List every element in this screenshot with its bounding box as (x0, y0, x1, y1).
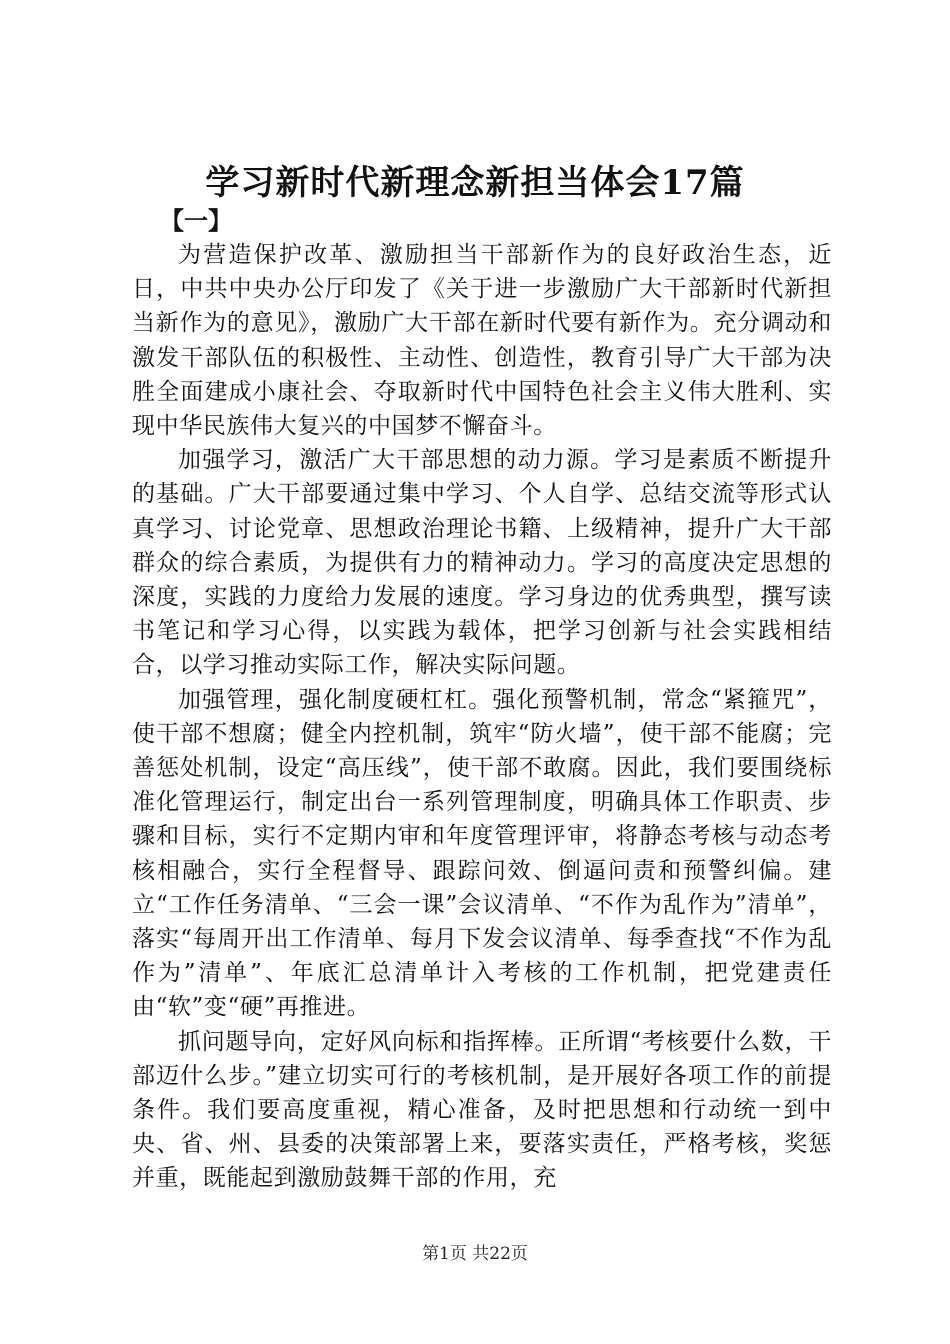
paragraph: 加强学习，激活广大干部思想的动力源。学习是素质不断提升的基础。广大干部要通过集中学习、个人自学、总结交流等形式认真学习、讨论党章、思想政治理论书籍、上级精神，提升广大干部群众的综合素质，为提供有力的精神动力。学习的高度决定思想的深度，实践的力度给力发展的速度。学习身边的优秀典型，撰写读书笔记和学习心得，以实践为载体，把学习创新与社会实践相结合，以学习推动实际工作，解决实际问题。 (132, 447, 832, 679)
document-body (132, 238, 832, 1196)
paragraph: 为营造保护改革、激励担当干部新作为的良好政治生态，近日，中共中央办公厅印发了《关于进一步激励广大干部新时代新担当新作为的意见》，激励广大干部在新时代要有新作为。充分调动和激发干部队伍的积极性、主动性、创造性，教育引导广大干部为决胜全面建成小康社会、夺取新时代中国特色社会主义伟大胜利、实现中华民族伟大复兴的中国梦不懈奋斗。 (132, 242, 832, 440)
document-title: 学习新时代新理念新担当体会17篇 (205, 163, 745, 203)
paragraph: 抓问题导向，定好风向标和指挥棒。正所谓“考核要什么数，干部迈什么步。”建立切实可行的考核机制，是开展好各项工作的前提条件。我们要高度重视，精心准备，及时把思想和行动统一到中央、省、州、县委的决策部署上来，要落实责任，严格考核，奖惩并重，既能起到激励鼓舞干部的作用，充 (132, 1028, 832, 1192)
section-marker: 【一】 (160, 206, 232, 235)
paragraph: 加强管理，强化制度硬杠杠。强化预警机制，常念“紧箍咒”，使干部不想腐；健全内控机制，筑牢“防火墙”，使干部不能腐；完善惩处机制，设定“高压线”，使干部不敢腐。因此，我们要围绕标准化管理运行，制定出台一系列管理制度，明确具体工作职责、步骤和目标，实行不定期内审和年度管理评审，将静态考核与动态考核相融合，实行全程督导、跟踪问效、倒逼问责和预警纠偏。建立“工作任务清单、“三会一课”会议清单、“不作为乱作为”清单”，落实“每周开出工作清单、每月下发会议清单、每季查找“不作为乱作为”清单”、年底汇总清单计入考核的工作机制，把党建责任由“软”变“硬”再推进。 (132, 686, 832, 1021)
page-number-footer: 第1页 共22页 (422, 1244, 528, 1264)
